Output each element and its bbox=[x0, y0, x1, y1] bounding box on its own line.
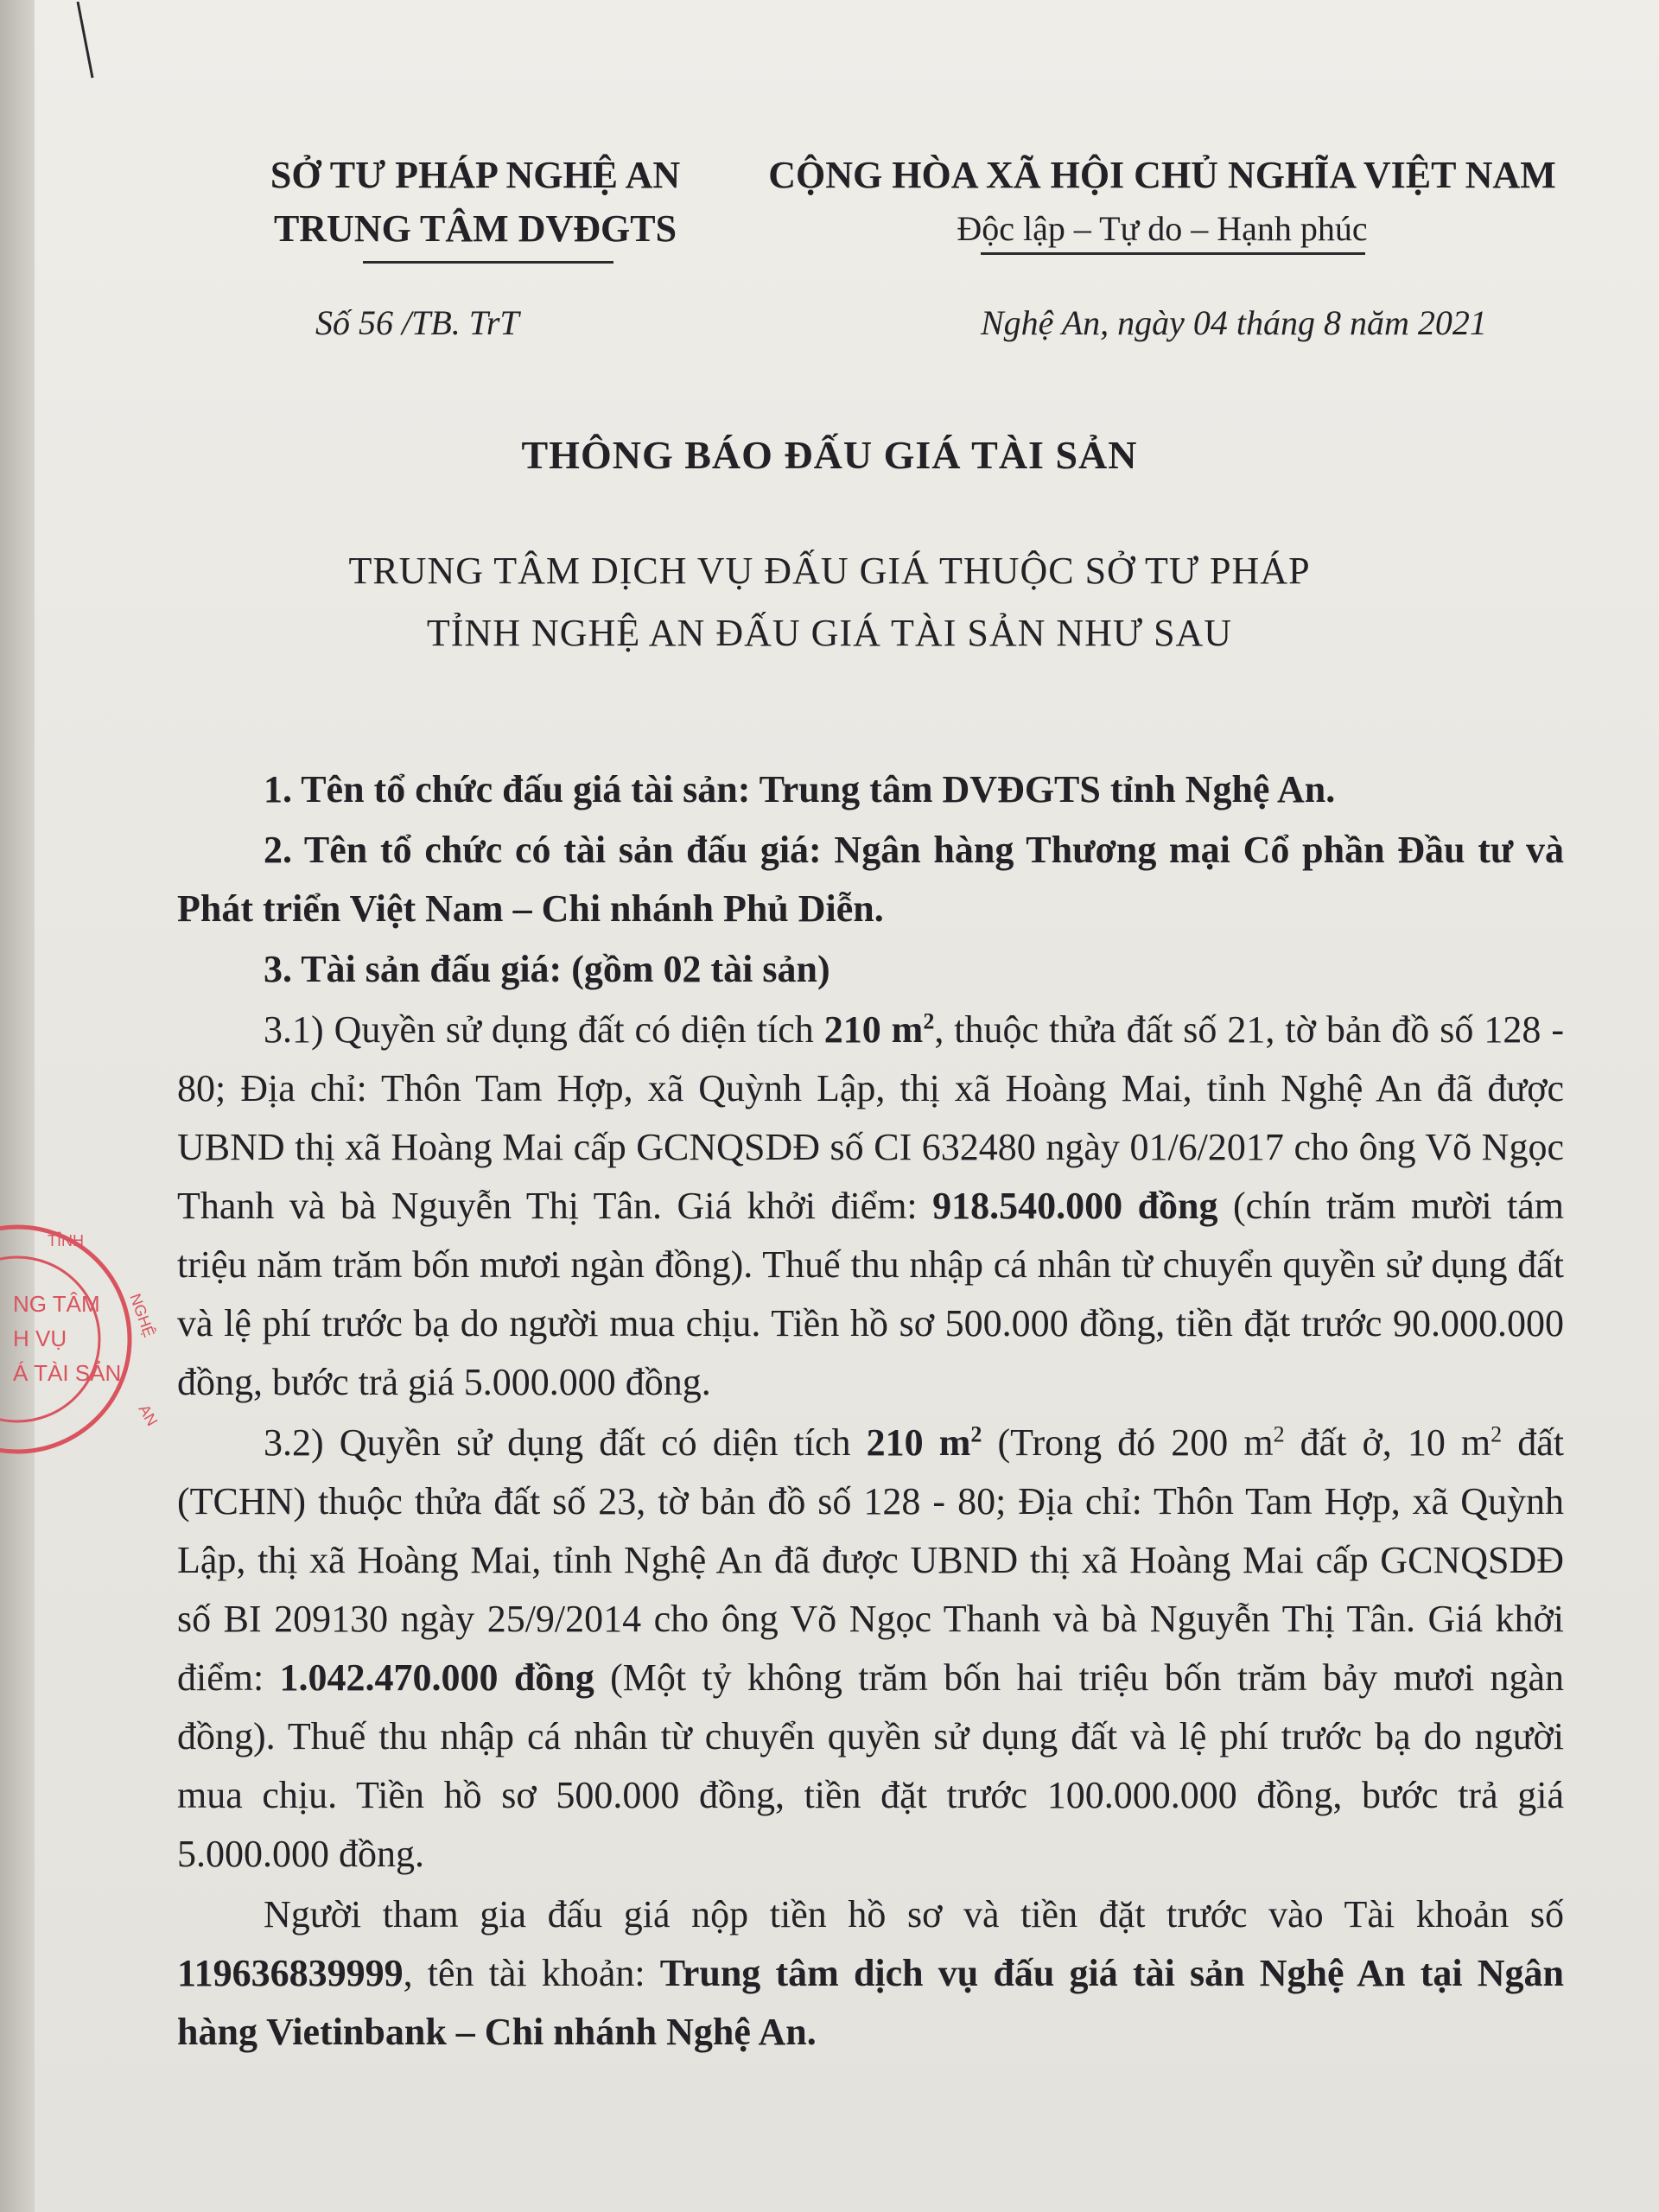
asset-3-2-sup-a: 2 bbox=[1273, 1421, 1285, 1447]
asset-3-2-area bbox=[867, 1421, 982, 1464]
asset-3-1-area-value: 210 m bbox=[823, 1008, 924, 1051]
red-seal-stamp bbox=[0, 1201, 190, 1478]
nation-header bbox=[760, 149, 1564, 256]
asset-3-2-breakdown-2: đất ở, 10 m bbox=[1284, 1421, 1491, 1464]
asset-3-2-sup-b: 2 bbox=[1491, 1421, 1503, 1447]
stamp-text-6: AN bbox=[135, 1402, 162, 1429]
document-body bbox=[177, 760, 1564, 2063]
asset-3-1-intro: 3.1) Quyền sử dụng đất có diện tích bbox=[264, 1008, 824, 1051]
stamp-text-2: NG TÂM bbox=[13, 1291, 100, 1317]
asset-3-1-details: , thuộc thửa đất số 21, tờ bản đồ số 128 - 80; Địa chỉ: Thôn Tam Hợp, xã Quỳnh Lập, thị xã Hoàng Mai, tỉnh Nghệ An đã được UBND thị xã Hoàng Mai cấp GCNQSDĐ số CI 632480 ngày 01/6/2017 cho ông Võ Ngọc Thanh và bà Nguyễn Thị Tân. Giá khởi điểm: bbox=[177, 1008, 1564, 1227]
nation-line: CỘNG HÒA XÃ HỘI CHỦ NGHĨA VIỆT NAM bbox=[768, 154, 1556, 196]
subtitle-line-1: TRUNG TÂM DỊCH VỤ ĐẤU GIÁ THUỘC SỞ TƯ PHÁP bbox=[348, 550, 1311, 592]
agency-header bbox=[242, 149, 709, 256]
motto-underline bbox=[981, 252, 1365, 255]
stamp-text-4: Á TÀI SẢN bbox=[13, 1360, 122, 1386]
asset-3-2-area-sup: 2 bbox=[970, 1421, 982, 1447]
asset-3-2-terms: (Một tỷ không trăm bốn hai triệu bốn trăm bảy mươi ngàn đồng). Thuế thu nhập cá nhân từ chuyển quyền sử dụng đất và lệ phí trước bạ do người mua chịu. Tiền hồ sơ 500.000 đồng, tiền đặt trước 100.000.000 đồng, bước trả giá 5.000.000 đồng. bbox=[177, 1656, 1564, 1875]
asset-3-1-terms: (chín trăm mười tám triệu năm trăm bốn mươi ngàn đồng). Thuế thu nhập cá nhân từ chuyển quyền sử dụng đất và lệ phí trước bạ do người mua chịu. Tiền hồ sơ 500.000 đồng, tiền đặt trước 90.000.000 đồng, bước trả giá 5.000.000 đồng. bbox=[177, 1185, 1564, 1403]
page-title: THÔNG BÁO ĐẤU GIÁ TÀI SẢN bbox=[521, 433, 1138, 477]
asset-3-1 bbox=[177, 1001, 1564, 1412]
payment-mid: , tên tài khoản: bbox=[403, 1952, 660, 1994]
asset-3-2-intro: 3.2) Quyền sử dụng đất có diện tích bbox=[264, 1421, 867, 1464]
section-2: 2. Tên tổ chức có tài sản đấu giá: Ngân hàng Thương mại Cổ phần Đầu tư và Phát triển Việt Nam – Chi nhánh Phủ Diễn. bbox=[177, 829, 1564, 930]
subtitle bbox=[0, 540, 1659, 664]
pen-mark bbox=[73, 0, 99, 82]
account-name: Trung tâm dịch vụ đấu giá tài sản Nghệ An tại Ngân hàng Vietinbank – Chi nhánh Nghệ An. bbox=[177, 1952, 1564, 2053]
subtitle-line-2: TỈNH NGHỆ AN ĐẤU GIÁ TÀI SẢN NHƯ SAU bbox=[426, 612, 1233, 654]
doc-number: Số 56 /TB. TrT bbox=[315, 303, 519, 342]
stamp-text-3: H VỤ bbox=[13, 1325, 67, 1351]
asset-3-1-price: 918.540.000 đồng bbox=[932, 1185, 1218, 1227]
asset-3-2-breakdown: (Trong đó 200 m bbox=[982, 1421, 1274, 1464]
asset-3-2-price: 1.042.470.000 đồng bbox=[279, 1656, 594, 1699]
section-1: 1. Tên tổ chức đấu giá tài sản: Trung tâm DVĐGTS tỉnh Nghệ An. bbox=[264, 768, 1336, 810]
payment-instructions bbox=[177, 1885, 1564, 2062]
place-date: Nghệ An, ngày 04 tháng 8 năm 2021 bbox=[981, 303, 1487, 342]
asset-3-1-area-sup: 2 bbox=[923, 1008, 935, 1034]
agency-line-2: TRUNG TÂM DVĐGTS bbox=[273, 207, 677, 250]
asset-3-2 bbox=[177, 1414, 1564, 1884]
agency-line-1: SỞ TƯ PHÁP NGHỆ AN bbox=[270, 154, 681, 196]
stamp-text-1: TỈNH bbox=[48, 1232, 84, 1249]
stamp-text-5: NGHỆ bbox=[126, 1291, 158, 1340]
account-number: 119636839999 bbox=[177, 1952, 404, 1994]
asset-3-1-area bbox=[824, 1008, 935, 1051]
agency-underline bbox=[363, 261, 613, 264]
payment-intro: Người tham gia đấu giá nộp tiền hồ sơ và tiền đặt trước vào Tài khoản số bbox=[264, 1893, 1564, 1936]
nation-motto: Độc lập – Tự do – Hạnh phúc bbox=[957, 209, 1368, 248]
page-shadow bbox=[0, 0, 35, 2212]
asset-3-2-area-value: 210 m bbox=[866, 1421, 971, 1464]
asset-3-2-details: đất (TCHN) thuộc thửa đất số 23, tờ bản đồ số 128 - 80; Địa chỉ: Thôn Tam Hợp, xã Quỳnh Lập, thị xã Hoàng Mai, tỉnh Nghệ An đã được UBND thị xã Hoàng Mai cấp GCNQSDĐ số BI 209130 ngày 25/9/2014 cho ông Võ Ngọc Thanh và bà Nguyễn Thị Tân. Giá khởi điểm: bbox=[177, 1421, 1565, 1699]
section-3: 3. Tài sản đấu giá: (gồm 02 tài sản) bbox=[264, 948, 830, 990]
